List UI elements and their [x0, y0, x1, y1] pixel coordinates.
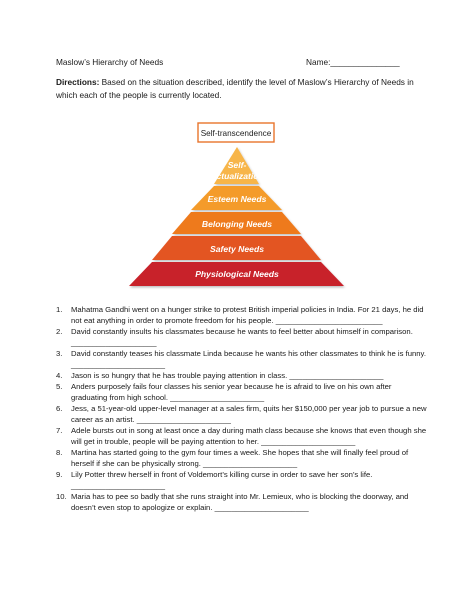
safety-label: Safety Needs: [210, 244, 264, 254]
question-number: 2.: [56, 327, 63, 336]
question-item: [56, 491, 428, 513]
question-text: David constantly teases his classmate Linda because he wants his other classmates to think he is funny. ______________________: [71, 349, 426, 369]
question-item: [56, 403, 428, 425]
maslow-pyramid: [0, 0, 474, 300]
directions-text: Based on the situation described, identify the level of Maslow’s Hierarchy of Needs in which each of the people is currently located.: [56, 77, 414, 100]
question-item: [56, 381, 428, 403]
self-actualization-label-2: Actualization: [210, 171, 264, 181]
question-number: 1.: [56, 305, 63, 314]
question-number: 4.: [56, 371, 63, 380]
belonging-label: Belonging Needs: [201, 219, 273, 229]
question-item: [56, 326, 428, 348]
question-number: 6.: [56, 404, 63, 413]
name-field: Name:_______________: [306, 57, 400, 67]
question-text: Lily Potter threw herself in front of Voldemort’s killing curse in order to save her son’s life. ______________________: [71, 470, 373, 490]
question-item: [56, 447, 428, 469]
directions-label: Directions:: [56, 77, 100, 87]
question-text: Martina has started going to the gym four times a week. She hopes that she will finally feel proud of herself if she can be physically strong. ______________________: [71, 448, 409, 468]
question-text: David constantly insults his classmates because he wants to feel better about himself in comparison. ____________________: [71, 327, 413, 347]
question-text: Jason is so hungry that he has trouble paying attention in class. ______________________: [71, 371, 384, 380]
esteem-label: Esteem Needs: [207, 194, 267, 204]
question-number: 10.: [56, 492, 67, 501]
self-transcendence-label: Self-transcendence: [200, 129, 272, 138]
question-number: 3.: [56, 349, 63, 358]
question-text: Maria has to pee so badly that she runs straight into Mr. Lemieux, who is blocking the doorway, and doesn’t even stop to apologize or explain. ______________________: [71, 492, 409, 512]
question-number: 7.: [56, 426, 63, 435]
physiological-label: Physiological Needs: [195, 269, 279, 279]
question-list: [56, 304, 428, 513]
question-text: Adele bursts out in song at least once a day during math class because she knows that even though she will get in trouble, people will be paying attention to her. ______________________: [71, 426, 427, 446]
question-item: [56, 469, 428, 491]
question-text: Mahatma Gandhi went on a hunger strike to protest British imperial policies in India. For 21 days, he did not eat anything in order to promote freedom for his people. _________________________: [71, 305, 424, 325]
question-item: [56, 370, 428, 381]
question-number: 5.: [56, 382, 63, 391]
question-text: Anders purposely fails four classes his senior year because he is afraid to live on his own after graduating from high school. ______________________: [71, 382, 392, 402]
worksheet-title: Maslow’s Hierarchy of Needs: [56, 57, 164, 67]
question-number: 8.: [56, 448, 63, 457]
question-number: 9.: [56, 470, 63, 479]
question-item: [56, 348, 428, 370]
question-text: Jess, a 51-year-old upper-level manager at a sales firm, quits her $150,000 per year job to pursue a new career as an artist. ______________________: [71, 404, 427, 424]
self-actualization-label-1: Self-: [227, 160, 247, 170]
question-item: [56, 425, 428, 447]
question-item: [56, 304, 428, 326]
